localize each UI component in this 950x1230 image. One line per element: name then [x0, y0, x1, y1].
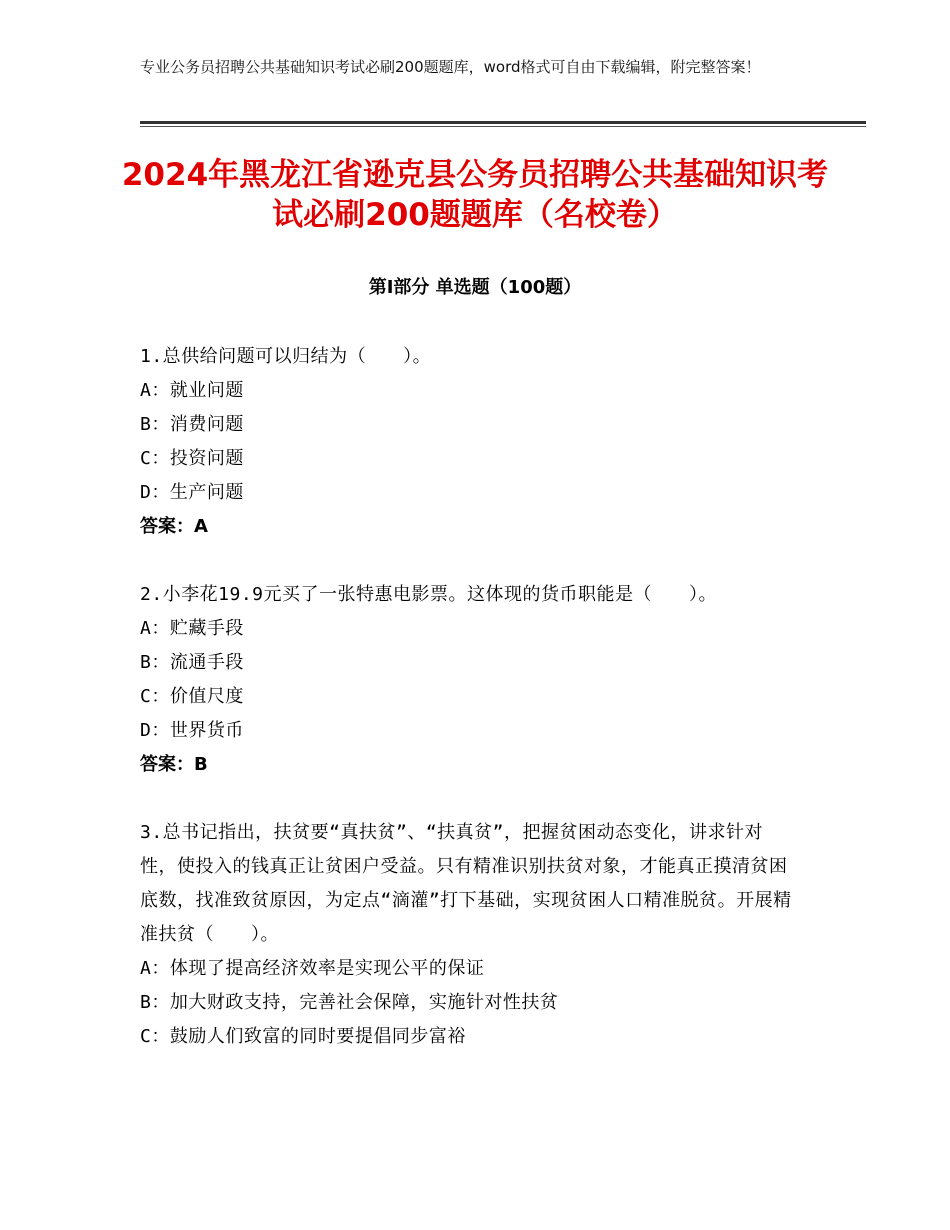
answer: 答案：A — [140, 516, 208, 537]
header-divider — [140, 121, 866, 124]
option-b: B：加大财政支持，完善社会保障，实施针对性扶贫 — [140, 992, 559, 1013]
question-1 — [140, 340, 800, 544]
option-a: A：体现了提高经济效率是实现公平的保证 — [140, 958, 485, 979]
question-3 — [140, 816, 800, 1054]
answer: 答案：B — [140, 754, 208, 775]
question-stem: 3.总书记指出，扶贫要“真扶贫”、“扶真贫”，把握贫困动态变化，讲求针对性，使投入的钱真正让贫困户受益。只有精准识别扶贫对象，才能真正摸清贫困底数，找准致贫原因，为定点“滴灌”打下基础，实现贫困人口精准脱贫。开展精准扶贫（ ）。 — [140, 822, 792, 945]
option-b: B：流通手段 — [140, 652, 244, 673]
question-stem: 1.总供给问题可以归结为（ ）。 — [140, 346, 432, 367]
section-heading: 第Ⅰ部分 单选题（100题） — [368, 277, 582, 298]
option-c: C：投资问题 — [140, 448, 244, 469]
option-c: C：价值尺度 — [140, 686, 244, 707]
option-b: B：消费问题 — [140, 414, 244, 435]
question-2 — [140, 578, 800, 782]
document-title: 2024年黑龙江省逊克县公务员招聘公共基础知识考试必刷200题题库（名校卷） — [121, 157, 829, 233]
option-a: A：贮藏手段 — [140, 618, 244, 639]
option-c: C：鼓励人们致富的同时要提倡同步富裕 — [140, 1026, 466, 1047]
question-stem: 2.小李花19.9元买了一张特惠电影票。这体现的货币职能是（ ）。 — [140, 584, 718, 605]
header-divider-thin — [140, 126, 866, 127]
question-list — [140, 340, 800, 1088]
header-note: 专业公务员招聘公共基础知识考试必刷200题题库，word格式可自由下载编辑，附完整答案！ — [140, 58, 761, 76]
option-d: D：生产问题 — [140, 482, 244, 503]
option-d: D：世界货币 — [140, 720, 244, 741]
option-a: A：就业问题 — [140, 380, 244, 401]
